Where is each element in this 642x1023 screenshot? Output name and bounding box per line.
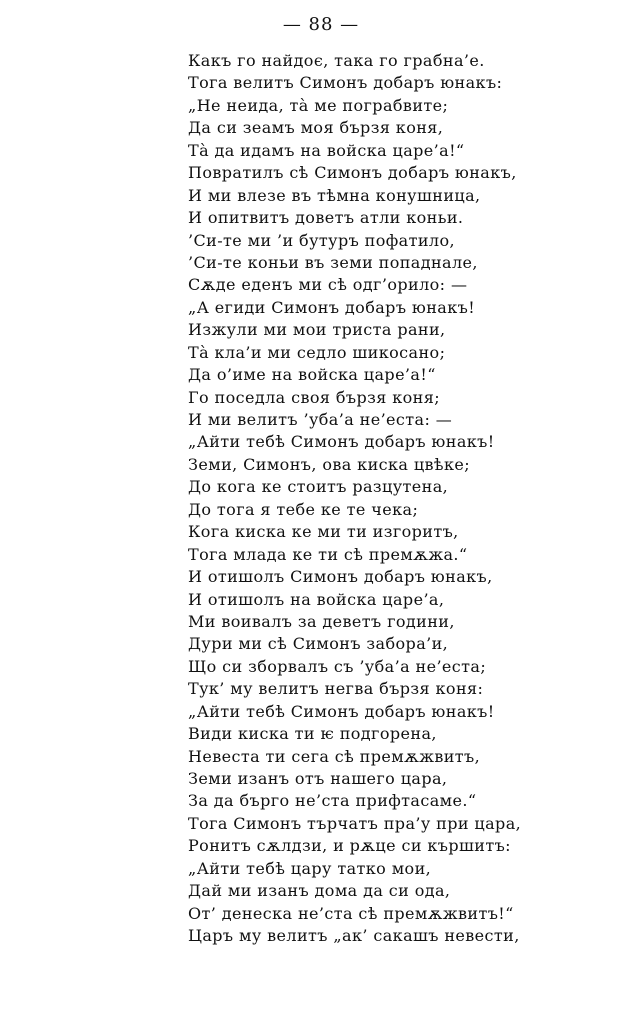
poem-line: ’Си-те коньи въ земи попаднале, <box>188 252 478 272</box>
poem-line: Ми воивалъ за деветъ години, <box>188 611 455 631</box>
poem-line: И опитвитъ доветъ атли коньи. <box>188 208 464 228</box>
poem-line: Кога киска ке ми ти изгоритъ, <box>188 522 459 542</box>
poem-line: Тук’ му велитъ негва бързя коня: <box>188 679 484 699</box>
poem-line: Дури ми сѣ Симонъ забора’и, <box>188 634 449 654</box>
poem-line: Тога млада ке ти сѣ премѫжа.“ <box>188 544 468 564</box>
poem-line: До тога я тебе ке те чека; <box>188 499 419 519</box>
poem-line: „Айти тебѣ Симонъ добаръ юнакъ! <box>188 701 495 721</box>
poem-line: Види киска ти ѥ подгорена, <box>188 724 437 744</box>
poem-line: От’ денеска не’ста сѣ премѫжвитъ!“ <box>188 903 514 923</box>
poem-line: Царъ му велитъ „ак’ сакашъ невести, <box>188 926 520 946</box>
poem-line: И ми велитъ ’уба’а не’еста: — <box>188 410 453 429</box>
poem-line: И отишолъ на войска царе’а, <box>188 589 445 609</box>
poem-line: ’Си-те ми ’и бутуръ пофатило, <box>188 230 456 250</box>
poem-line: Какъ го найдоє, така го грабна’е. <box>188 51 485 70</box>
poem-line: „А егиди Симонъ добаръ юнакъ! <box>188 297 476 317</box>
poem-text <box>188 50 628 948</box>
poem-line: „Айти тебѣ цару татко мои, <box>188 858 432 878</box>
poem-line: Невеста ти сега сѣ премѫжвитъ, <box>188 746 481 766</box>
poem-line: Да о’име на войска царе’а!“ <box>188 365 436 385</box>
poem-line: „Не неида, та̀ ме пограбвите; <box>188 95 449 115</box>
poem-line: До кога ке стоитъ разцутена, <box>188 477 449 497</box>
poem-line: Земи изанъ отъ нашего цара, <box>188 769 448 788</box>
poem-line: Та̀ да идамъ на войска царе’а!“ <box>188 140 465 160</box>
poem-line: Тога Симонъ търчатъ пра’у при цара, <box>188 813 522 833</box>
page-number: — 88 — <box>282 14 360 35</box>
poem-line: Да си зеамъ моя бързя коня, <box>188 118 444 138</box>
poem-line: Дай ми изанъ дома да си ода, <box>188 881 451 901</box>
poem-line: И отишолъ Симонъ добаръ юнакъ, <box>188 567 493 587</box>
poem-line: И ми влезе въ тѣмна конушница, <box>188 185 481 205</box>
poem-line: Изжули ми мои триста рани, <box>188 320 446 340</box>
poem-line: Сѫде еденъ ми сѣ одг’орило: — <box>188 275 468 295</box>
poem-line: Ронитъ сѫлдзи, и рѫце си кършитъ: <box>188 836 511 856</box>
poem-line: Земи, Симонъ, ова киска цвѣке; <box>188 454 471 474</box>
poem-line: Повратилъ сѣ Симонъ добаръ юнакъ, <box>188 163 517 183</box>
poem-line: Та̀ кла’и ми седло шикосано; <box>188 342 446 362</box>
poem-line: Тога велитъ Симонъ добаръ юнакъ: <box>188 73 503 93</box>
poem-line: „Айти тебѣ Симонъ добаръ юнакъ! <box>188 432 495 452</box>
poem-line: Що си зборвалъ съ ’уба’а не’еста; <box>188 656 487 676</box>
poem-line: За да бърго не’ста прифтасаме.“ <box>188 791 477 811</box>
poem-line: Го поседла своя бързя коня; <box>188 387 441 407</box>
